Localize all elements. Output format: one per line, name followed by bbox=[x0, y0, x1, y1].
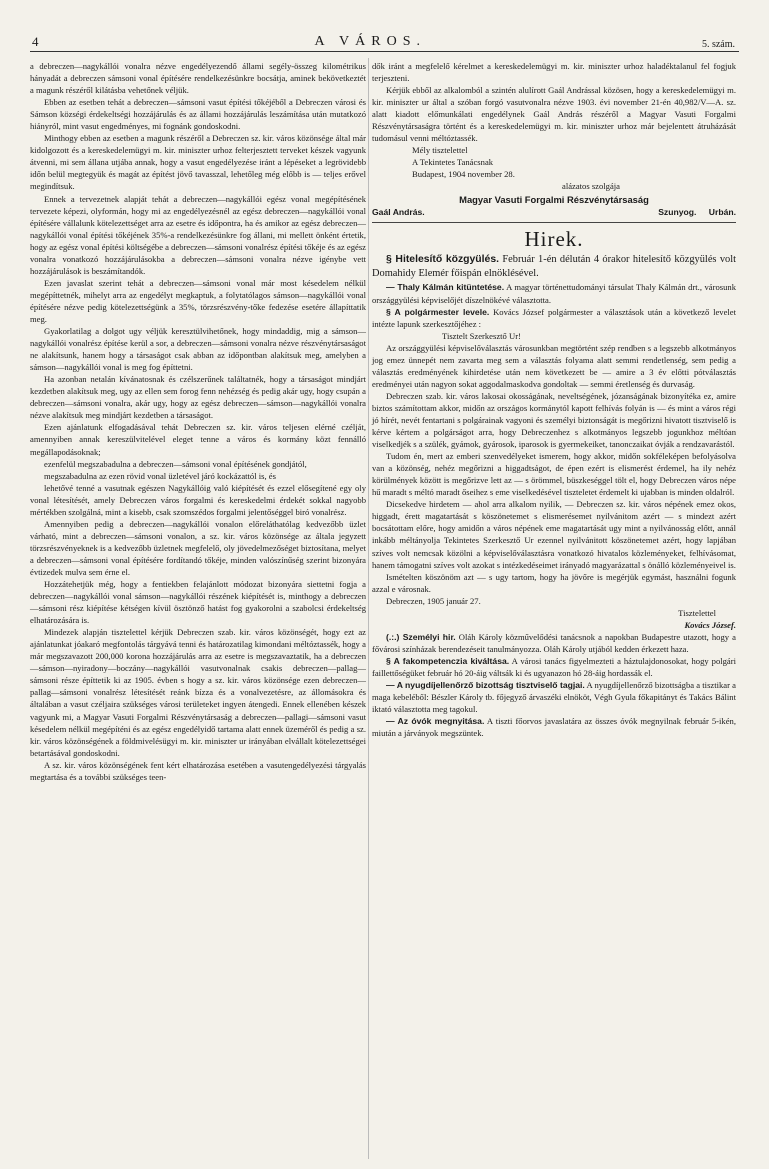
right-column bbox=[372, 60, 736, 739]
paragraph: Kérjük ebből az alkalomból a szintén alulírott Gaál Andrással közösen, hogy a kereskedelemügyi m. kir. miniszter ur által a szóban forgó vasutvonalra nézve 1903. évi november 21-én 40,982/V—A. sz. alatt kiadott előmunkálati engedélynek Gaál András részéről a Magyar Vasuti Forgalmi Részvénytársaságra történt és a kereskedelemügyi m. kir. miniszter urhoz már bejelentett átruházását tudomásul venni méltóztassék. bbox=[372, 85, 736, 144]
paragraph: Ebben az esetben tehát a debreczen—sámsoni vasut építési tőkéjéből a Debreczen városi és Sámson községi érdekeltségi hozzájárulás és az állami hozzájárulás leszámítása után mutatkozó hiányról, mint vasut engedményes, mi fognánk gondoskodni. bbox=[30, 97, 366, 132]
news-item: — Az óvók megnyitása. A tiszti főorvos javaslatára az összes óvók megnyilnak február 5-ikén, miután a járványok megszüntek. bbox=[372, 716, 736, 739]
letter-salutation: Tisztelt Szerkesztő Ur! bbox=[442, 330, 521, 341]
page-header bbox=[32, 28, 735, 50]
letter-paragraph: Debreczen szab. kir. város lakosai okosságának, neveltségének, józanságának bizonyítéka ez, amire biztos számítottam akkor, midőn az országos kormánytól kapott felhívás folyán is — és mint a város régi jó hírét, nevét fentartani s polgárainak vagyoni és személyi biztonságát is megőrizni hivatott tisztviselő is kérve kértem a polgárságot arra, hogy Debreczenhez s alkotmányos legszebb jogunkhoz méltóan viselkedjék s a szülék, gyámok, gyárosok, iparosok is gyermekeiket, tanonczaikat óvják a rendzavarástól. bbox=[372, 390, 736, 450]
signer-left: Gaál András. bbox=[372, 206, 425, 217]
paragraph: Minthogy ebben az esetben a magunk részéről a Debreczen sz. kir. város közönsége által már kidolgozott és a kereskedelemügyi m. kir. miniszter urhoz felterjesztett terveket készek vagyunk átvenni, mi sem állana utjába annak, hogy a vasut engedélyezése iránt a lépéseket a legrövidebb időn belül megtegyük és magát az építést jövő tavasszal, lehetőleg még előbb is — teljes erővel megindítsuk. bbox=[30, 133, 366, 192]
left-column bbox=[30, 60, 366, 783]
news-item: — Thaly Kálmán kitüntetése. A magyar történettudományi társulat Thaly Kálmán drt., városunk országgyülési képviselőjét díszelnökévé választotta. bbox=[372, 282, 736, 305]
paragraph: megszabadulna az ezen rövid vonal üzletével járó kockázattól is, és bbox=[44, 470, 276, 481]
page-number: 4 bbox=[32, 34, 39, 49]
paragraph: Ezen javaslat szerint tehát a debreczen—sámsoni vonal már most késedelem nélkül megépíttetnék, mihelyt arra az engedélyt megkaptuk, a folytatólagos sámson—nagykállói vonal építésére nézve pedig kötelezettségünk a 35%, törzsrészvény-tőke fedezése esetére állapíttatik meg. bbox=[30, 277, 366, 324]
letter-date: Debreczen, 1905 január 27. bbox=[386, 595, 481, 606]
issue-number: 5. szám. bbox=[701, 39, 735, 50]
paragraph: Ha azonban netalán kívánatosnak és czélszerűnek találtatnék, hogy a társaságot mindjárt kezdetben alakítsuk meg, ugy az ellen sem forog fenn nehézség és pedig akár ugy, hogy csupán a debreczen—sámsoni vonalra, akár ugy, hogy az egész debreczen—sámson—nagykállói vonalra nézve alakítsuk meg mindjárt kezdetben a társaságot. bbox=[30, 374, 366, 421]
letter-paragraph: Ismételten köszönöm azt — s ugy tartom, hogy ha jövőre is megérjük egymást, használni fogunk azzal e városnak. bbox=[372, 571, 736, 594]
column-divider bbox=[368, 58, 369, 1159]
paragraph: dők iránt a megfelelő kérelmet a kereskedelemügyi m. kir. miniszter urhoz haladéktalanul fel fogjuk terjeszteni. bbox=[372, 61, 736, 84]
closing-date: Budapest, 1904 november 28. bbox=[412, 169, 515, 180]
letter-paragraph: Az országgyülési képviselőválasztás városunkban megtörtént szép rendben s a legszebb alkotmányos jog emez ünnepét nem zavarta meg sem a választás folyama alatt semmi rendetlenség, sem pedig a választás eredményének kihirdetése után nem következett be — amire a 3 év előtti pótválasztás eredményei után nagyon sokat aggodalmaskodva gondoltak — semmi éretlenség és durvaság. bbox=[372, 342, 736, 389]
paragraph: Amennyiben pedig a debreczen—nagykállói vonalon előreláthatólag kedvezőbb üzlet várható, mint a debreczen—sámsoni vonalon, a sz. kir. város közönsége az általa jegyzett törzsrészvényeknek is a kedvezőbb üzletnek megfelelő, oly jövedelmezőséget biztosítana, melyet a debreczen—sámsoni vonal építésére fordítandó tőkéje, minden valószínűség szerint bizonyára évtizedek mulva sem érne el. bbox=[30, 518, 366, 577]
paragraph: A sz. kir. város közönségének fent kért elhatározása esetében a vasutengedélyezési tárgyalás megtartása és a további szükséges teen- bbox=[30, 759, 366, 782]
signer-right-2: Urbán. bbox=[708, 206, 736, 217]
paragraph: Ennek a tervezetnek alapját tehát a debreczen—nagykállói egész vonal megépítésének tervezete képezi, olyformán, hogy mi az engedélyezésnél az egész debreczen—nagykállói vonal építésére vállalunk kötelezettséget arra az esetre és időpontra, ha és amikor az egész debreczen—nagykállói vonal építési tőkéjének 35%-a rendelkezésünkre fog állani, mi mellett önként értetik, hogy az egész vonal építési költségébe a debreczen—sámsoni vonalrész építési tőkéje és az egész vonalra vonatkozó hozzájárulásokba a debreczen—sámsoni vonalra nézve igénybe vett hozzájárulások is beszámítandók. bbox=[30, 193, 366, 276]
section-rule bbox=[372, 222, 736, 223]
signer-right-1: Szunyog. bbox=[658, 206, 697, 217]
news-item: — A nyugdíjellenőrző bizottság tisztviselő tagjai. A nyugdíjellenőrző bizottságba a tisztikar a maga kebeléből: Bészler Károly tb. főjegyző árvaszéki elnököt, Végh Gyula főkapitányt és Takács Bálint iktató választotta meg tagokul. bbox=[372, 680, 736, 715]
letter-signature: Kovács József. bbox=[684, 619, 736, 630]
paragraph: ezenfelül megszabadulna a debreczen—sámsoni vonal építésének gondjától, bbox=[44, 458, 307, 469]
closing-line: Mély tisztelettel bbox=[412, 145, 468, 156]
paragraph: lehetővé tenné a vasutnak egészen Nagykállóig való kiépítését és ezzel elősegítené egy oly vonal létesítését, amely Debreczen város forgalmi és kereskedelmi érdekét sokkal nagyobb mértékben szolgálná, mint a kisebb, csak szomszédos forgalmi jelentőséggel biró vonalrész. bbox=[30, 482, 366, 517]
news-item: (.:.) Személyi hir. Oláh Károly közművelődési tanácsnok a napokban Budapestre utazott, hogy a fővárosi színházak berendezéseit tanulmányozza. Oláh Károly utjából kedden érkezett haza. bbox=[372, 631, 736, 654]
news-item: § A fakompetenczia kiváltása. A városi tanács figyelmezteti a háztulajdonosokat, hogy polgári faillettőségüket február hó 20-áig váltsák ki és ugyanazon hó 28-áig hordassák el. bbox=[372, 655, 736, 678]
header-rule bbox=[30, 51, 739, 52]
paragraph: Ezen ajánlatunk elfogadásával tehát Debreczen sz. kir. város teljesen elérné czélját, amennyiben annak kereszülvitelével eleget tenne a város és kormány közt fennálló megállapodásoknak; bbox=[30, 422, 366, 457]
news-heading: Hirek. bbox=[524, 226, 584, 251]
signers bbox=[372, 206, 736, 218]
news-item: § A polgármester levele. Kovács József polgármester a választások után a következő levelet intézte lapunk szerkesztőjéhez : bbox=[372, 306, 736, 329]
letter-paragraph: Tudom én, mert az emberi szenvedélyeket ismerem, hogy akkor, midőn sokféleképen befolyásolva van a közönség, nehéz megőrizni a higgadtságot, de épen ezért is elismerést érdemel, ha ily nehéz körülmények között is megőrizve lett az — s örömmel, büszkeséggel tölt el, hogy Debreczen város népe hű maradt s méltó maradt őseihez s eme viselkedésével tiszteletet érdemelt ki ujabban is minden oldalról. bbox=[372, 451, 736, 498]
closing-line: A Tekintetes Tanácsnak bbox=[412, 157, 494, 168]
company-signature: Magyar Vasuti Forgalmi Részvénytársaság bbox=[459, 193, 649, 205]
masthead-title: A VÁROS. bbox=[314, 34, 426, 49]
paragraph: Mindezek alapján tisztelettel kérjük Debreczen szab. kir. város közönségét, hogy ezt az ajánlatunkat jóakaró megfontolás tárgyává tenni és határozatilag kimondani méltóztassék, hogy a már megszavazott 200,000 korona hozzájárulás arra az esetre is megszavaztatik, ha a debreczen—sámson—nyiradony—boczány—nagykállói vasutvonalnak csakis debreczen—pallag—sámsoni része építtetik ki az 1905. évben s hogy a sz. kir. város közönsége ezen debreczen—pallag—sámsoni vonalrész létesítését reánk bízza és a vonalvezetésre, az állomásokra és általában a vasut czéljaira szükséges városi területeket ingyen átengedi. Ennek ellenében készek vagyunk mi, a Magyar Vasuti Forgalmi Részvénytársaság a debreczen—pallagi—sámsoni vasut késedelem nélkül megépíténi és az egész engedélyidő tartama alatt ennek üzeméről és pedig a sz. kir. város közönségének a földmivelésügyi m. kir. miniszter ur irányában elvállalt kötelezettségei betartásával gondoskodni. bbox=[30, 627, 366, 758]
news-item: § Hitelesítő közgyülés. Február 1-én délután 4 órakor hitelesítő közgyülés volt Domahidy Elemér főispán elnöklésével. bbox=[372, 253, 737, 280]
letter-closing: Tisztelettel bbox=[678, 607, 716, 618]
paragraph: Hozzátehetjük még, hogy a fentiekben felajánlott módozat bizonyára siettetni fogja a debreczen—nagykállói vonal sámson—nagykállói részének kiépítését is, minthogy a debreczen—sámsoni rész kiépítése kétségen kívül ösztönző hatást fog gyakorolni a szabolcsi érdekeltség elhatározására is. bbox=[30, 579, 366, 626]
paragraph: a debreczen—nagykállói vonalra nézve engedélyezendő állami segély-összeg kilométrikus hányadát a debreczen sámsoni vonal építésére rendelkezésünkre bocsátja, aminek bekövetkeztét a magunk részéről kilátásba vehetőnek véljük. bbox=[30, 61, 366, 96]
closing-line: alázatos szolgája bbox=[562, 181, 620, 192]
paragraph: Gyakorlatilag a dolgot ugy véljük keresztülvihetőnek, hogy mindaddig, mig a sámson—nagykállói vonalrész építése kerül a sor, a debreczen—sámsoni vonalra nézve részvénytársaságot ne alakítsunk, hanem hogy a társaságot csak abban az időpontban alakítsuk meg, amelyben a sámson—nagykállói vonal is meg fog építtetni. bbox=[30, 326, 366, 373]
letter-paragraph: Dicsekedve hirdetem — ahol arra alkalom nyilik, — Debreczen sz. kir. város népének emez okos, higgadt, érett magatartását s köszönetemet s elismerésemet nyilvánitom azért — s mindezt azért bocsátottam előre, hogy amidőn a város népének eme magatartását ugy mint a nyilvánosság előtt, annál inkább méltányolja Tekintetes Szerkesztő Ur ezennel nyilvánitott köszönetemet azért, hogy lapjában szíves volt nemcsak közölni a képviselőválasztásra vonatkozó hivatalos közleményeket, felhívásomat, hanem támogatni szíves volt azokat s intézkedéseimet irányadó magyarázattal s önálló közleményeivel is. bbox=[372, 499, 736, 570]
